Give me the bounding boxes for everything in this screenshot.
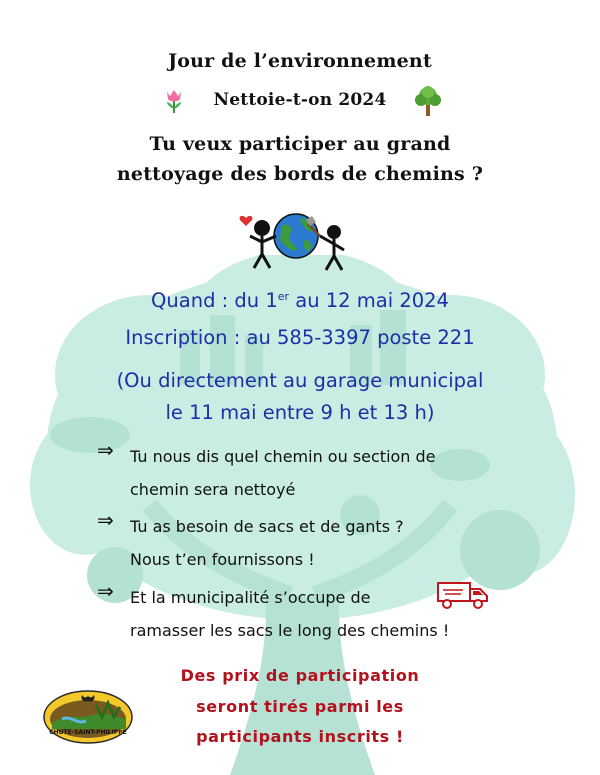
earth-cleaning-icon [238,206,354,276]
bullet-line: Tu as besoin de sacs et de gants ? [130,517,404,536]
bullet-line: Et la municipalité s’occupe de [130,588,371,607]
arrow-icon: ⇒ [97,438,114,462]
direct-registration-line-1: (Ou directement au garage municipal [116,369,484,392]
municipal-logo [42,689,134,745]
bullet-line: ramasser les sacs le long des chemins ! [130,621,450,640]
question-line-2: nettoyage des bords de chemins ? [116,163,484,185]
prizes-line-2: seront tirés parmi les [196,697,404,716]
bullet-line: Tu nous dis quel chemin ou section de [130,447,436,466]
question-line-1: Tu veux participer au grand [149,133,451,155]
page-title: Jour de l’environnement [168,50,432,72]
arrow-icon: ⇒ [97,579,114,603]
date-line [0,289,600,312]
date-prefix: Quand : du 1 [151,289,278,312]
event-name: Nettoie-t-on 2024 [213,90,387,110]
direct-registration-line-2: le 11 mai entre 9 h et 13 h) [165,401,435,424]
arrow-icon: ⇒ [97,508,114,532]
date-suffix: au 12 mai 2024 [289,289,449,312]
date-superscript: er [277,290,290,303]
bullet-text [130,440,540,506]
tree-icon [413,85,443,117]
registration-line: Inscription : au 585-3397 poste 221 [125,326,475,349]
prizes-line-1: Des prix de participation [180,666,420,685]
logo-emblem-icon [42,689,134,745]
logo-label: CHUTE-SAINT-PHILIPPE [49,729,127,736]
prizes-line-3: participants inscrits ! [196,727,404,746]
bullet-line: Nous t’en fournissons ! [130,550,315,569]
bullet-line: chemin sera nettoyé [130,480,296,499]
delivery-truck-icon [437,580,489,610]
bullet-text [130,510,540,576]
